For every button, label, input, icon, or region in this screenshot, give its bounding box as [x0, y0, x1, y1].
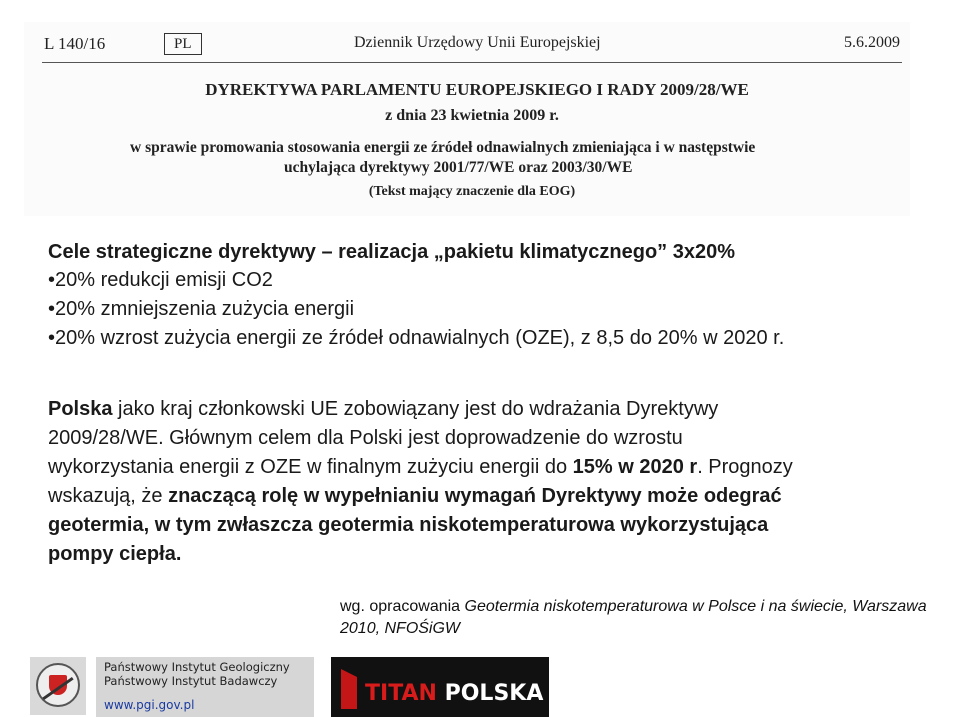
source-citation	[340, 596, 940, 640]
titan-mark-icon	[341, 669, 357, 709]
paragraph-text-2: . Prognozy wskazują, że	[48, 456, 793, 507]
goal-item: • 20% wzrost zużycia energii ze źródeł odnawialnych (OZE), z 8,5 do 20% w 2020 r.	[48, 324, 928, 353]
goal-item: • 20% redukcji emisji CO2	[48, 266, 928, 295]
titan-polska-logo	[331, 657, 549, 717]
source-title: Geotermia niskotemperaturowa w Polsce i na świecie, Warszawa 2010, NFOŚiGW	[340, 598, 927, 637]
journal-language-box: PL	[164, 33, 202, 55]
pig-logo-icon	[30, 657, 86, 715]
pig-name-line2: Państwowy Instytut Badawczy	[104, 674, 278, 688]
directive-subject	[130, 138, 850, 178]
journal-page-ref: L 140/16	[44, 34, 106, 53]
source-prefix: wg. opracowania	[340, 598, 465, 615]
paragraph-text-1: jako kraj członkowski UE zobowiązany jest do wdrażania Dyrektywy 2009/28/WE. Głównym celem dla Polski jest doprowadzenie do wzrostu wykorzystania energii z OZE w finalnym zużyciu energii do	[48, 398, 719, 478]
titan-wordmark: TITAN POLSKA	[365, 681, 544, 706]
poland-paragraph	[48, 395, 808, 569]
pig-website-link[interactable]: www.pgi.gov.pl	[104, 698, 195, 712]
directive-subject-line2: uchylająca dyrektywy 2001/77/WE oraz 2003/30/WE	[284, 159, 633, 176]
journal-name: Dziennik Urzędowy Unii Europejskiej	[354, 34, 601, 51]
directive-subject-line1: w sprawie promowania stosowania energii ze źródeł odnawialnych zmieniająca i w następstwie	[130, 139, 756, 156]
directive-title: DYREKTYWA PARLAMENTU EUROPEJSKIEGO I RADY 2009/28/WE	[205, 80, 749, 99]
poland-word: Polska	[48, 398, 113, 420]
strategic-goals-section	[48, 238, 928, 353]
strategic-goals-heading: Cele strategiczne dyrektywy – realizacja „pakietu klimatycznego” 3x20%	[48, 241, 735, 263]
target-2020: 15% w 2020 r	[572, 456, 698, 478]
geothermal-role-text: znaczącą rolę w wypełnianiu wymagań Dyrektywy może odegrać geotermia, w tym zwłaszcza geotermia niskotemperaturowa wykorzystująca pompy ciepła.	[48, 485, 782, 565]
journal-date: 5.6.2009	[844, 34, 900, 51]
goal-item: • 20% zmniejszenia zużycia energii	[48, 295, 928, 324]
pig-institute-label	[96, 657, 314, 717]
journal-header-rule	[42, 62, 902, 63]
goals-list	[48, 266, 928, 353]
eea-relevance-note: (Tekst mający znaczenie dla EOG)	[368, 184, 576, 199]
official-journal-header	[24, 22, 910, 216]
pig-name-line1: Państwowy Instytut Geologiczny	[104, 660, 290, 674]
directive-date: z dnia 23 kwietnia 2009 r.	[385, 107, 559, 124]
